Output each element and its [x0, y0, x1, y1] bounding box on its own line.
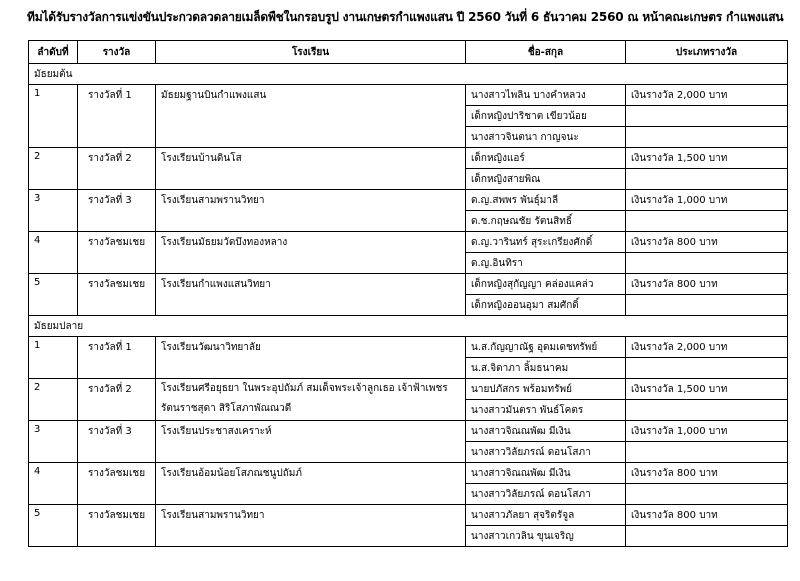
entry-no: 3	[29, 421, 78, 463]
level-label: มัธยมต้น	[29, 64, 788, 85]
entry-prize: เงินรางวัล 1,500 บาท	[626, 148, 788, 169]
entry-prize	[626, 400, 788, 421]
member-name: นางสาวจิณณพัฒ มีเงิน	[466, 421, 626, 442]
entry-prize: เงินรางวัล 1,500 บาท	[626, 379, 788, 400]
member-name: นางสาวไพลิน บางคำหลวง	[466, 85, 626, 106]
entry-prize: เงินรางวัล 800 บาท	[626, 505, 788, 526]
entry-prize	[626, 526, 788, 547]
entry-prize	[626, 211, 788, 232]
entry-prize: เงินรางวัล 2,000 บาท	[626, 85, 788, 106]
entry-no: 5	[29, 274, 78, 316]
header-prize-type: ประเภทรางวัล	[626, 41, 788, 64]
entry-award: รางวัลที่ 3	[78, 190, 156, 232]
entry-prize	[626, 127, 788, 148]
entry-school: โรงเรียนสามพรานวิทยา	[156, 505, 466, 547]
entry-prize: เงินรางวัล 800 บาท	[626, 463, 788, 484]
entry-school: โรงเรียนวัฒนาวิทยาลัย	[156, 337, 466, 379]
entry-prize: เงินรางวัล 1,000 บาท	[626, 421, 788, 442]
entry-school: โรงเรียนศรีอยุธยา ในพระอุปถัมภ์ สมเด็จพระเจ้าลูกเธอ เจ้าฟ้าเพชรรัตนราชสุดา สิริโสภาพัณณวดี	[156, 379, 466, 421]
member-name: ด.ญ.สพพร พันธุ์มาลี	[466, 190, 626, 211]
header-name: ชื่อ-สกุล	[466, 41, 626, 64]
member-name: น.ส.กัญญาณัฐ อุดมเดชทรัพย์	[466, 337, 626, 358]
level-row	[29, 64, 788, 85]
entry-prize	[626, 169, 788, 190]
entry-no: 5	[29, 505, 78, 547]
entry-school: โรงเรียนบ้านดินโส	[156, 148, 466, 190]
page-title: ทีมได้รับรางวัลการแข่งขันประกวดลวดลายเมล็ดพืชในกรอบรูป งานเกษตรกำแพงแสน ปี 2560 วันที่ 6 ธันวาคม 2560 ณ หน้าคณะเกษตร กำแพงแสน	[27, 10, 784, 24]
member-name: เด็กหญิงออนอุมา สมศักดิ์	[466, 295, 626, 316]
entry-school: โรงเรียนอ้อมน้อยโสภณชนูปถัมภ์	[156, 463, 466, 505]
entry-prize: เงินรางวัล 1,000 บาท	[626, 190, 788, 211]
header-school: โรงเรียน	[156, 41, 466, 64]
table-row	[29, 337, 788, 358]
member-name: น.ส.จิดาภา ลิ้มธนาคม	[466, 358, 626, 379]
entry-prize	[626, 484, 788, 505]
member-name: เด็กหญิงสายพิณ	[466, 169, 626, 190]
member-name: เด็กหญิงสุกัญญา คล่องแคล่ว	[466, 274, 626, 295]
table-row	[29, 463, 788, 484]
table-row	[29, 421, 788, 442]
level-label: มัธยมปลาย	[29, 316, 788, 337]
table-row	[29, 190, 788, 211]
member-name: นางสาวจิณณพัฒ มีเงิน	[466, 463, 626, 484]
entry-prize	[626, 295, 788, 316]
entry-no: 2	[29, 379, 78, 421]
entry-award: รางวัลที่ 1	[78, 85, 156, 148]
member-name: นางสาวจินตนา กาญจนะ	[466, 127, 626, 148]
member-name: ด.ญ.อินทิรา	[466, 253, 626, 274]
entry-award: รางวัลที่ 3	[78, 421, 156, 463]
entry-school: โรงเรียนมัธยมวัดบึงทองหลาง	[156, 232, 466, 274]
entry-school: โรงเรียนประชาสงเคราะห์	[156, 421, 466, 463]
member-name: ด.ญ.วารินทร์ สุระเกรียงศักดิ์	[466, 232, 626, 253]
header-award: รางวัล	[78, 41, 156, 64]
table-row	[29, 505, 788, 526]
entry-school: มัธยมฐานบินกำแพงแสน	[156, 85, 466, 148]
entry-school: โรงเรียนกำแพงแสนวิทยา	[156, 274, 466, 316]
entry-no: 4	[29, 232, 78, 274]
table-row	[29, 85, 788, 106]
entry-prize: เงินรางวัล 800 บาท	[626, 274, 788, 295]
member-name: นางสาวภัลยา สุจริตรัจูล	[466, 505, 626, 526]
table-row	[29, 379, 788, 400]
table-row	[29, 148, 788, 169]
header-row	[29, 41, 788, 64]
member-name: นางสาวมันตรา พันธ์โคตร	[466, 400, 626, 421]
entry-prize: เงินรางวัล 800 บาท	[626, 232, 788, 253]
header-no: ลำดับที่	[29, 41, 78, 64]
entry-award: รางวัลที่ 2	[78, 148, 156, 190]
awards-table	[28, 40, 788, 547]
entry-prize	[626, 442, 788, 463]
entry-award: รางวัลชมเชย	[78, 232, 156, 274]
entry-award: รางวัลชมเชย	[78, 274, 156, 316]
entry-prize	[626, 253, 788, 274]
entry-award: รางวัลชมเชย	[78, 505, 156, 547]
entry-no: 3	[29, 190, 78, 232]
member-name: นางสาววิลัยภรณ์ ดอนโสภา	[466, 442, 626, 463]
entry-award: รางวัลที่ 2	[78, 379, 156, 421]
level-row	[29, 316, 788, 337]
member-name: นายปภัสกร พร้อมทรัพย์	[466, 379, 626, 400]
entry-no: 1	[29, 85, 78, 148]
member-name: นางสาวเกวลิน ขุนเจริญ	[466, 526, 626, 547]
table-row	[29, 274, 788, 295]
entry-prize	[626, 106, 788, 127]
member-name: นางสาววิลัยภรณ์ ดอนโสภา	[466, 484, 626, 505]
entry-prize	[626, 358, 788, 379]
member-name: ด.ช.กฤษณชัย รัตนสิทธิ์	[466, 211, 626, 232]
entry-award: รางวัลที่ 1	[78, 337, 156, 379]
table-row	[29, 232, 788, 253]
entry-school: โรงเรียนสามพรานวิทยา	[156, 190, 466, 232]
table-body	[29, 64, 788, 547]
member-name: เด็กหญิงแอร์	[466, 148, 626, 169]
entry-award: รางวัลชมเชย	[78, 463, 156, 505]
entry-prize: เงินรางวัล 2,000 บาท	[626, 337, 788, 358]
entry-no: 4	[29, 463, 78, 505]
entry-no: 2	[29, 148, 78, 190]
member-name: เด็กหญิงปาริชาต เขียวน้อย	[466, 106, 626, 127]
entry-no: 1	[29, 337, 78, 379]
